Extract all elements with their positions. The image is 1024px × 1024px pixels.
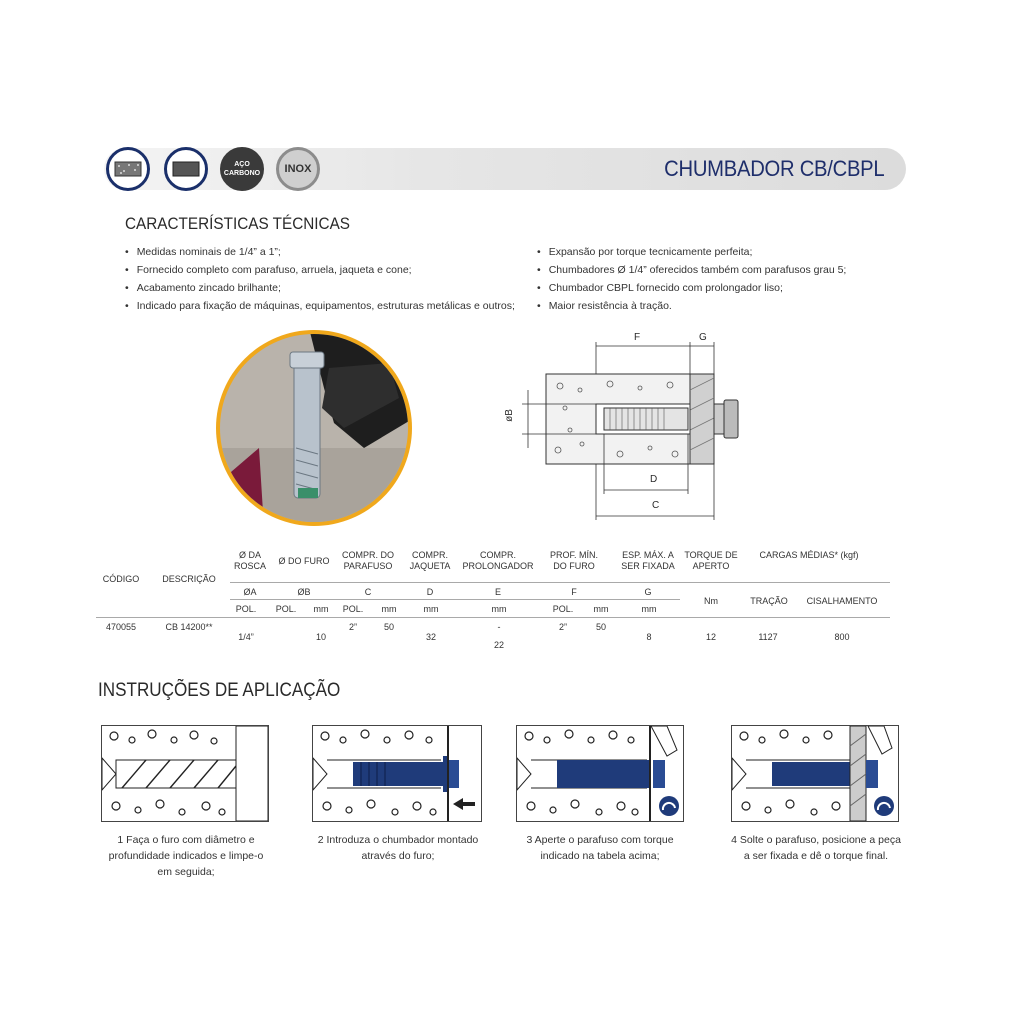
col-prolongador: COMPR. PROLONGADOR [462,550,534,571]
masonry-block-icon [106,147,150,191]
dim-label-B: øB [503,409,515,422]
step-4-caption: 4 Solte o parafuso, posicione a peça a ser fixada e dê o torque final. [731,834,901,862]
dim-label-D: D [650,474,658,485]
dimension-diagram [500,330,750,520]
step-1-caption: 1 Faça o furo com diâmetro e profundidade indicados e limpe-o em seguida; [108,834,264,878]
sub-E: E [494,587,501,597]
step-1-illustration [101,725,269,822]
col-rosca: Ø DA ROSCA [233,550,266,571]
cell-tracao: 1127 [758,632,778,642]
concrete-block-icon [164,147,208,191]
feature-item: • Chumbador CBPL fornecido com prolongador liso; [537,279,877,297]
cell-prolongador-dash: - [497,622,501,632]
unit-mm: mm [313,604,329,614]
inox-label: INOX [284,163,312,175]
col-descricao: DESCRIÇÃO [162,574,216,584]
cell-esp-mm: 8 [646,632,652,642]
col-furo: Ø DO FURO [278,556,330,566]
dim-label-C: C [652,500,660,511]
cell-prolongador-mm: 22 [493,640,504,650]
cell-parafuso-pol: 2” [348,622,357,632]
sub-F: F [571,587,577,597]
cell-parafuso-mm: 50 [383,622,394,632]
cell-descricao: CB 14200** [165,622,213,632]
unit-nm: Nm [704,596,718,606]
feature-item: • Acabamento zincado brilhante; [125,279,525,297]
dim-label-G: G [699,332,707,343]
product-photo [214,328,414,528]
instructions-heading: INSTRUÇÕES DE APLICAÇÃO [98,680,341,701]
header-divider [230,582,890,583]
page-title: CHUMBADOR CB/CBPL [663,156,884,181]
unit-mm: mm [423,604,439,614]
sub-A: ØA [243,587,257,597]
spec-table [96,548,896,658]
feature-item: • Maior resistência à tração. [537,297,877,315]
cell-jaqueta-mm: 32 [425,632,436,642]
unit-pol: POL. [235,604,257,614]
step-2-illustration [312,725,482,822]
step-3-illustration [516,725,684,822]
cell-furo-mm: 10 [315,632,326,642]
aco-carbono-label: AÇO CARBONO [223,161,261,177]
feature-item: • Indicado para fixação de máquinas, equipamentos, estruturas metálicas e outros; [125,297,525,315]
unit-mm: mm [593,604,609,614]
features-left-list [125,243,525,315]
unit-mm: mm [491,604,507,614]
cell-prof-pol: 2” [558,622,567,632]
col-prof: PROF. MÍN. DO FURO [549,550,598,571]
feature-item: • Expansão por torque tecnicamente perfeita; [537,243,877,261]
sub-tracao: TRAÇÃO [750,596,788,606]
aco-carbono-badge [220,147,264,191]
col-esp: ESP. MÁX. A SER FIXADA [621,550,675,571]
sub-D: D [426,587,434,597]
unit-mm: mm [641,604,657,614]
cell-cisalhamento: 800 [834,632,850,642]
sub-G: G [644,587,652,597]
col-parafuso: COMPR. DO PARAFUSO [341,550,394,571]
inox-badge [276,147,320,191]
row-divider [96,617,890,618]
cell-torque: 12 [705,632,716,642]
feature-item: • Chumbadores Ø 1/4” oferecidos também com parafusos grau 5; [537,261,877,279]
col-jaqueta: COMPR. JAQUETA [409,550,451,571]
step-3-caption: 3 Aperte o parafuso com torque indicado na tabela acima; [526,834,674,862]
sub-cisalhamento: CISALHAMENTO [806,596,878,606]
cell-rosca-pol: 1/4” [238,632,254,642]
feature-item: • Medidas nominais de 1/4” a 1”; [125,243,525,261]
sub-C: C [364,587,372,597]
cell-prof-mm: 50 [595,622,606,632]
unit-pol: POL. [275,604,297,614]
feature-item: • Fornecido completo com parafuso, arruela, jaqueta e cone; [125,261,525,279]
sub-divider [230,599,680,600]
unit-mm: mm [381,604,397,614]
unit-pol: POL. [552,604,574,614]
dim-label-F: F [634,332,641,343]
unit-pol: POL. [342,604,364,614]
features-right-list [537,243,877,315]
step-4-illustration [731,725,899,822]
features-heading: CARACTERÍSTICAS TÉCNICAS [125,214,351,233]
sub-B: ØB [297,587,311,597]
col-cargas: CARGAS MÉDIAS* (kgf) [759,550,859,560]
col-codigo: CÓDIGO [102,574,140,584]
step-2-caption: 2 Introduza o chumbador montado através do furo; [317,834,479,862]
cell-codigo: 470055 [105,622,137,632]
col-torque: TORQUE DE APERTO [684,550,738,571]
